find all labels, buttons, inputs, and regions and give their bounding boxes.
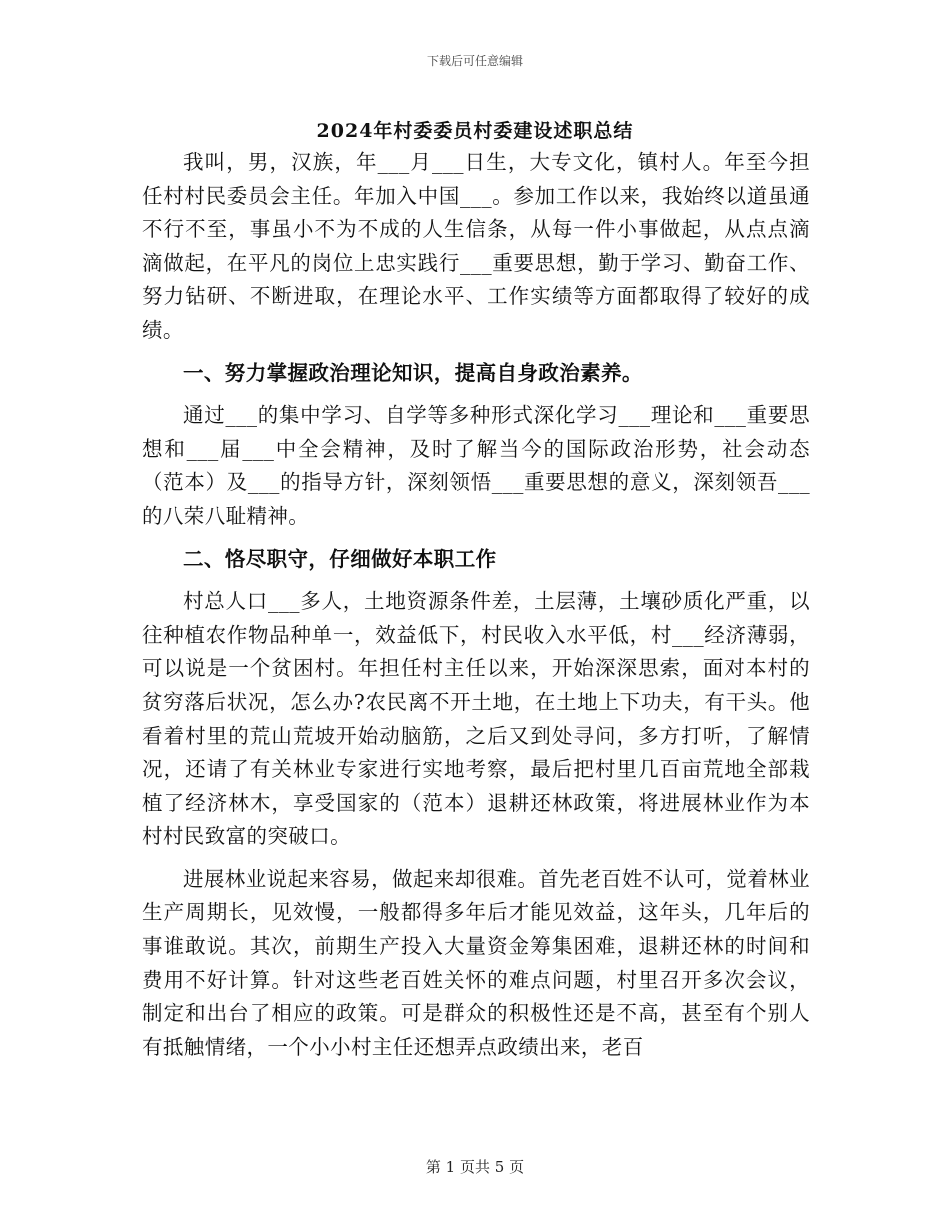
document-body [142, 146, 810, 1064]
document-title: 2024年村委委员村委建设述职总结 [316, 120, 634, 142]
section2-paragraph-2: 进展林业说起来容易，做起来却很难。首先老百姓不认可，觉着林业生产周期长，见效慢，一般都得多年后才能见效益，这年头，几年后的事谁敢说。其次，前期生产投入大量资金筹集困难，退耕还林的时间和费用不好计算。针对这些老百姓关怀的难点问题，村里召开多次会议，制定和出台了相应的政策。可是群众的积极性还是不高，甚至有个别人有抵触情绪，一个小小村主任还想弄点政绩出来，老百 [142, 866, 810, 1059]
section1-paragraph: 通过___的集中学习、自学等多种形式深化学习___理论和___重要思想和___届___中全会精神，及时了解当今的国际政治形势，社会动态（范本）及___的指导方针，深刻领悟___重要思想的意义，深刻领吾___的八荣八耻精神。 [142, 403, 810, 528]
intro-paragraph: 我叫，男，汉族，年___月___日生，大专文化，镇村人。年至今担任村村民委员会主任。年加入中国___。参加工作以来，我始终以道虽通不行不至，事虽小不为不成的人生信条，从每一件小事做起，从点点滴滴做起，在平凡的岗位上忠实践行___重要思想，勤于学习、勤奋工作、努力钻研、不断进取，在理论水平、工作实绩等方面都取得了较好的成绩。 [142, 150, 810, 342]
section1-heading: 一、努力掌握政治理论知识，提高自身政治素养。 [183, 360, 643, 385]
section2-paragraph-1: 村总人口___多人，土地资源条件差，土层薄，土壤砂质化严重，以往种植农作物品种单一，效益低下，村民收入水平低，村___经济薄弱，可以说是一个贫困村。年担任村主任以来，开始深深思索，面对本村的贫穷落后状况，怎么办?农民离不开土地，在土地上下功夫，有干头。他看着村里的荒山荒坡开始动脑筋，之后又到处寻问，多方打听，了解情况，还请了有关林业专家进行实地考察，最后把村里几百亩荒地全部栽植了经济林木，享受国家的（范本）退耕还林政策，将进展林业作为本村村民致富的突破口。 [142, 589, 810, 849]
section2-heading: 二、恪尽职守，仔细做好本职工作 [183, 546, 497, 571]
page-number: 第 1 页共 5 页 [425, 1158, 525, 1176]
header-note: 下载后可任意编辑 [426, 54, 523, 68]
